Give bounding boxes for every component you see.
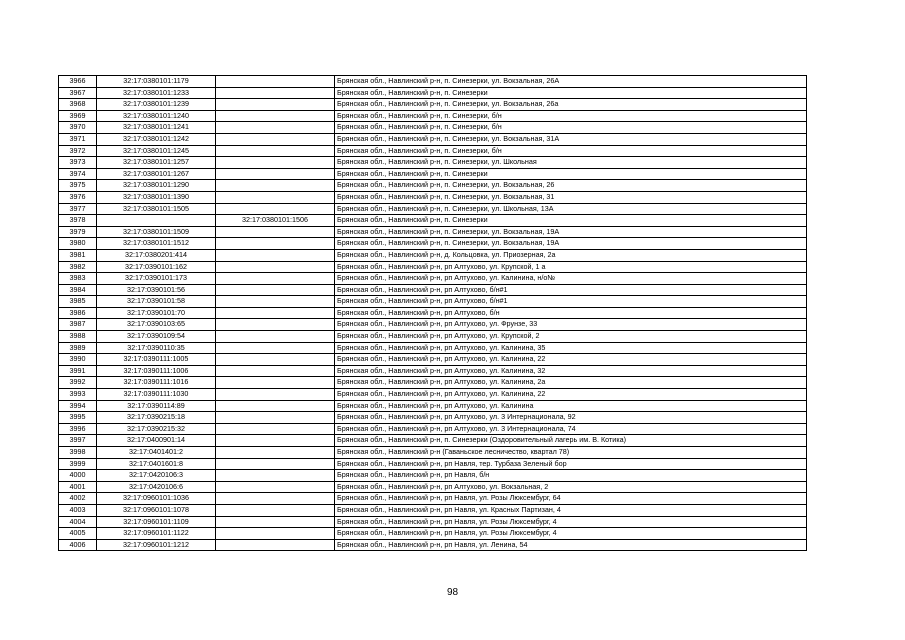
table-row <box>59 342 807 354</box>
row-number-cell: 3971 <box>59 133 97 145</box>
table-row <box>59 191 807 203</box>
row-number-cell: 3968 <box>59 99 97 111</box>
row-number-cell: 3975 <box>59 180 97 192</box>
cadastral-number-cell: 32:17:0380101:1242 <box>97 133 216 145</box>
cadastral-number-cell <box>97 215 216 227</box>
address-cell: Брянская обл., Навлинский р-н, п. Синезерки, ул. Школьная <box>335 157 807 169</box>
cadastral-number-cell: 32:17:0960101:1036 <box>97 493 216 505</box>
table-row <box>59 157 807 169</box>
cadastral-number-alt-cell <box>216 400 335 412</box>
table-row <box>59 122 807 134</box>
cadastral-number-alt-cell <box>216 191 335 203</box>
address-cell: Брянская обл., Навлинский р-н, рп Алтухово, б/н <box>335 307 807 319</box>
table-row <box>59 110 807 122</box>
cadastral-number-alt-cell <box>216 481 335 493</box>
table-row <box>59 504 807 516</box>
address-cell: Брянская обл., Навлинский р-н, рп Навля, тер. Турбаза Зеленый бор <box>335 458 807 470</box>
table-row <box>59 99 807 111</box>
address-cell: Брянская обл., Навлинский р-н, д. Кольцовка, ул. Приозерная, 2а <box>335 249 807 261</box>
address-cell: Брянская обл., Навлинский р-н, п. Синезерки <box>335 215 807 227</box>
cadastral-number-cell: 32:17:0401601:8 <box>97 458 216 470</box>
cadastral-number-alt-cell <box>216 423 335 435</box>
cadastral-number-cell: 32:17:0380101:1509 <box>97 226 216 238</box>
cadastral-number-alt-cell <box>216 296 335 308</box>
cadastral-number-cell: 32:17:0380101:1267 <box>97 168 216 180</box>
cadastral-number-alt-cell <box>216 389 335 401</box>
cadastral-number-cell: 32:17:0380101:1239 <box>97 99 216 111</box>
table-row <box>59 400 807 412</box>
cadastral-number-alt-cell: 32:17:0380101:1506 <box>216 215 335 227</box>
cadastral-number-cell: 32:17:0390101:70 <box>97 307 216 319</box>
table-row <box>59 203 807 215</box>
table-row <box>59 389 807 401</box>
address-cell: Брянская обл., Навлинский р-н, рп Алтухово, ул. 3 Интернационала, 92 <box>335 412 807 424</box>
cadastral-number-alt-cell <box>216 307 335 319</box>
cadastral-number-cell: 32:17:0380101:1290 <box>97 180 216 192</box>
cadastral-number-cell: 32:17:0960101:1212 <box>97 539 216 551</box>
cadastral-number-cell: 32:17:0380101:1245 <box>97 145 216 157</box>
cadastral-number-cell: 32:17:0390111:1030 <box>97 389 216 401</box>
address-cell: Брянская обл., Навлинский р-н, рп Навля, ул. Розы Люксембург, 4 <box>335 516 807 528</box>
cadastral-number-cell: 32:17:0390101:56 <box>97 284 216 296</box>
table-row <box>59 238 807 250</box>
address-cell: Брянская обл., Навлинский р-н, рп Навля, ул. Розы Люксембург, 4 <box>335 528 807 540</box>
table-row <box>59 249 807 261</box>
address-cell: Брянская обл., Навлинский р-н, рп Алтухово, ул. Вокзальная, 2 <box>335 481 807 493</box>
table-row <box>59 284 807 296</box>
cadastral-number-alt-cell <box>216 447 335 459</box>
row-number-cell: 3987 <box>59 319 97 331</box>
table-row <box>59 377 807 389</box>
cadastral-number-alt-cell <box>216 99 335 111</box>
row-number-cell: 4002 <box>59 493 97 505</box>
table-row <box>59 180 807 192</box>
cadastral-number-cell: 32:17:0390109:54 <box>97 331 216 343</box>
row-number-cell: 3972 <box>59 145 97 157</box>
row-number-cell: 4006 <box>59 539 97 551</box>
cadastral-number-cell: 32:17:0390101:173 <box>97 273 216 285</box>
cadastral-number-cell: 32:17:0390111:1006 <box>97 365 216 377</box>
row-number-cell: 4005 <box>59 528 97 540</box>
table-row <box>59 458 807 470</box>
cadastral-number-cell: 32:17:0380101:1505 <box>97 203 216 215</box>
cadastral-number-alt-cell <box>216 238 335 250</box>
row-number-cell: 3994 <box>59 400 97 412</box>
cadastral-number-cell: 32:17:0420106:3 <box>97 470 216 482</box>
cadastral-number-alt-cell <box>216 504 335 516</box>
cadastral-number-alt-cell <box>216 284 335 296</box>
table-row <box>59 215 807 227</box>
row-number-cell: 4000 <box>59 470 97 482</box>
table-row <box>59 261 807 273</box>
registry-table-body <box>59 76 807 551</box>
cadastral-number-cell: 32:17:0390110:35 <box>97 342 216 354</box>
address-cell: Брянская обл., Навлинский р-н, рп Алтухово, ул. Крупской, 1 а <box>335 261 807 273</box>
address-cell: Брянская обл., Навлинский р-н, рп Навля, ул. Красных Партизан, 4 <box>335 504 807 516</box>
row-number-cell: 3990 <box>59 354 97 366</box>
cadastral-number-alt-cell <box>216 157 335 169</box>
row-number-cell: 3982 <box>59 261 97 273</box>
address-cell: Брянская обл., Навлинский р-н, рп Алтухово, ул. 3 Интернационала, 74 <box>335 423 807 435</box>
table-row <box>59 87 807 99</box>
row-number-cell: 3978 <box>59 215 97 227</box>
cadastral-number-cell: 32:17:0960101:1122 <box>97 528 216 540</box>
cadastral-number-cell: 32:17:0401401:2 <box>97 447 216 459</box>
cadastral-number-alt-cell <box>216 261 335 273</box>
cadastral-number-alt-cell <box>216 168 335 180</box>
address-cell: Брянская обл., Навлинский р-н, п. Синезерки, ул. Вокзальная, 26 <box>335 180 807 192</box>
address-cell: Брянская обл., Навлинский р-н, рп Навля, б/н <box>335 470 807 482</box>
cadastral-number-cell: 32:17:0380101:1512 <box>97 238 216 250</box>
cadastral-number-alt-cell <box>216 377 335 389</box>
address-cell: Брянская обл., Навлинский р-н, п. Синезерки, ул. Вокзальная, 31А <box>335 133 807 145</box>
row-number-cell: 3970 <box>59 122 97 134</box>
table-row <box>59 354 807 366</box>
row-number-cell: 3986 <box>59 307 97 319</box>
row-number-cell: 3973 <box>59 157 97 169</box>
cadastral-number-cell: 32:17:0380101:1240 <box>97 110 216 122</box>
page-number: 98 <box>446 587 459 598</box>
row-number-cell: 3997 <box>59 435 97 447</box>
table-row <box>59 470 807 482</box>
cadastral-number-alt-cell <box>216 249 335 261</box>
cadastral-number-alt-cell <box>216 470 335 482</box>
table-row <box>59 331 807 343</box>
cadastral-number-alt-cell <box>216 133 335 145</box>
cadastral-number-alt-cell <box>216 87 335 99</box>
address-cell: Брянская обл., Навлинский р-н, рп Алтухово, б/н#1 <box>335 296 807 308</box>
address-cell: Брянская обл., Навлинский р-н, п. Синезерки, ул. Вокзальная, 19А <box>335 226 807 238</box>
table-row <box>59 296 807 308</box>
cadastral-number-alt-cell <box>216 365 335 377</box>
address-cell: Брянская обл., Навлинский р-н, п. Синезерки <box>335 168 807 180</box>
address-cell: Брянская обл., Навлинский р-н (Гаваньское лесничество, квартал 78) <box>335 447 807 459</box>
address-cell: Брянская обл., Навлинский р-н, рп Алтухово, ул. Крупской, 2 <box>335 331 807 343</box>
address-cell: Брянская обл., Навлинский р-н, рп Алтухово, ул. Калинина, н/о№ <box>335 273 807 285</box>
cadastral-number-alt-cell <box>216 273 335 285</box>
address-cell: Брянская обл., Навлинский р-н, п. Синезерки, б/н <box>335 145 807 157</box>
address-cell: Брянская обл., Навлинский р-н, п. Синезерки <box>335 87 807 99</box>
cadastral-number-cell: 32:17:0960101:1109 <box>97 516 216 528</box>
table-row <box>59 365 807 377</box>
land-registry-table <box>58 75 807 551</box>
row-number-cell: 3989 <box>59 342 97 354</box>
row-number-cell: 3998 <box>59 447 97 459</box>
row-number-cell: 3983 <box>59 273 97 285</box>
cadastral-number-cell: 32:17:0390111:1016 <box>97 377 216 389</box>
address-cell: Брянская обл., Навлинский р-н, п. Синезерки, ул. Вокзальная, 31 <box>335 191 807 203</box>
table-row <box>59 447 807 459</box>
table-row <box>59 539 807 551</box>
table-row <box>59 273 807 285</box>
address-cell: Брянская обл., Навлинский р-н, рп Алтухово, ул. Калинина, 22 <box>335 354 807 366</box>
cadastral-number-cell: 32:17:0390101:58 <box>97 296 216 308</box>
cadastral-number-alt-cell <box>216 435 335 447</box>
row-number-cell: 3969 <box>59 110 97 122</box>
row-number-cell: 3992 <box>59 377 97 389</box>
cadastral-number-cell: 32:17:0420106:6 <box>97 481 216 493</box>
cadastral-number-alt-cell <box>216 354 335 366</box>
cadastral-number-alt-cell <box>216 539 335 551</box>
address-cell: Брянская обл., Навлинский р-н, п. Синезерки, ул. Школьная, 13А <box>335 203 807 215</box>
cadastral-number-cell: 32:17:0390103:65 <box>97 319 216 331</box>
address-cell: Брянская обл., Навлинский р-н, п. Синезерки, ул. Вокзальная, 19А <box>335 238 807 250</box>
address-cell: Брянская обл., Навлинский р-н, п. Синезерки, ул. Вокзальная, 26А <box>335 76 807 88</box>
row-number-cell: 3979 <box>59 226 97 238</box>
row-number-cell: 3993 <box>59 389 97 401</box>
cadastral-number-alt-cell <box>216 122 335 134</box>
table-row <box>59 307 807 319</box>
address-cell: Брянская обл., Навлинский р-н, рп Навля, ул. Ленина, 54 <box>335 539 807 551</box>
address-cell: Брянская обл., Навлинский р-н, п. Синезерки, б/н <box>335 122 807 134</box>
table-row <box>59 145 807 157</box>
row-number-cell: 3974 <box>59 168 97 180</box>
cadastral-number-cell: 32:17:0380201:414 <box>97 249 216 261</box>
row-number-cell: 3985 <box>59 296 97 308</box>
table-row <box>59 528 807 540</box>
address-cell: Брянская обл., Навлинский р-н, рп Алтухово, ул. Калинина <box>335 400 807 412</box>
row-number-cell: 3996 <box>59 423 97 435</box>
address-cell: Брянская обл., Навлинский р-н, п. Синезерки, б/н <box>335 110 807 122</box>
table-row <box>59 319 807 331</box>
row-number-cell: 3988 <box>59 331 97 343</box>
cadastral-number-alt-cell <box>216 458 335 470</box>
row-number-cell: 4004 <box>59 516 97 528</box>
row-number-cell: 3984 <box>59 284 97 296</box>
address-cell: Брянская обл., Навлинский р-н, рп Алтухово, б/н#1 <box>335 284 807 296</box>
cadastral-number-cell: 32:17:0390215:32 <box>97 423 216 435</box>
cadastral-number-cell: 32:17:0390101:162 <box>97 261 216 273</box>
cadastral-number-alt-cell <box>216 412 335 424</box>
cadastral-number-alt-cell <box>216 226 335 238</box>
cadastral-number-alt-cell <box>216 331 335 343</box>
table-row <box>59 226 807 238</box>
row-number-cell: 3981 <box>59 249 97 261</box>
cadastral-number-alt-cell <box>216 493 335 505</box>
row-number-cell: 4003 <box>59 504 97 516</box>
row-number-cell: 3967 <box>59 87 97 99</box>
cadastral-number-alt-cell <box>216 528 335 540</box>
address-cell: Брянская обл., Навлинский р-н, рп Алтухово, ул. Фрунзе, 33 <box>335 319 807 331</box>
cadastral-number-alt-cell <box>216 76 335 88</box>
row-number-cell: 3995 <box>59 412 97 424</box>
row-number-cell: 3999 <box>59 458 97 470</box>
table-row <box>59 516 807 528</box>
cadastral-number-cell: 32:17:0390111:1005 <box>97 354 216 366</box>
row-number-cell: 3977 <box>59 203 97 215</box>
cadastral-number-cell: 32:17:0400901:14 <box>97 435 216 447</box>
address-cell: Брянская обл., Навлинский р-н, рп Алтухово, ул. Калинина, 35 <box>335 342 807 354</box>
cadastral-number-alt-cell <box>216 110 335 122</box>
table-row <box>59 76 807 88</box>
address-cell: Брянская обл., Навлинский р-н, п. Синезерки (Оздоровительный лагерь им. В. Котика) <box>335 435 807 447</box>
table-row <box>59 423 807 435</box>
address-cell: Брянская обл., Навлинский р-н, п. Синезерки, ул. Вокзальная, 26а <box>335 99 807 111</box>
table-row <box>59 435 807 447</box>
address-cell: Брянская обл., Навлинский р-н, рп Алтухово, ул. Калинина, 2а <box>335 377 807 389</box>
cadastral-number-cell: 32:17:0960101:1078 <box>97 504 216 516</box>
table-row <box>59 168 807 180</box>
cadastral-number-alt-cell <box>216 180 335 192</box>
table-row <box>59 493 807 505</box>
row-number-cell: 3966 <box>59 76 97 88</box>
cadastral-number-cell: 32:17:0380101:1179 <box>97 76 216 88</box>
cadastral-number-cell: 32:17:0390215:18 <box>97 412 216 424</box>
cadastral-number-alt-cell <box>216 319 335 331</box>
cadastral-number-alt-cell <box>216 342 335 354</box>
table-row <box>59 133 807 145</box>
address-cell: Брянская обл., Навлинский р-н, рп Алтухово, ул. Калинина, 32 <box>335 365 807 377</box>
cadastral-number-cell: 32:17:0380101:1257 <box>97 157 216 169</box>
table-row <box>59 412 807 424</box>
cadastral-number-cell: 32:17:0380101:1233 <box>97 87 216 99</box>
cadastral-number-alt-cell <box>216 516 335 528</box>
row-number-cell: 3991 <box>59 365 97 377</box>
address-cell: Брянская обл., Навлинский р-н, рп Алтухово, ул. Калинина, 22 <box>335 389 807 401</box>
row-number-cell: 4001 <box>59 481 97 493</box>
cadastral-number-cell: 32:17:0380101:1390 <box>97 191 216 203</box>
row-number-cell: 3976 <box>59 191 97 203</box>
cadastral-number-cell: 32:17:0390114:89 <box>97 400 216 412</box>
address-cell: Брянская обл., Навлинский р-н, рп Навля, ул. Розы Люксембург, 64 <box>335 493 807 505</box>
table-row <box>59 481 807 493</box>
row-number-cell: 3980 <box>59 238 97 250</box>
cadastral-number-cell: 32:17:0380101:1241 <box>97 122 216 134</box>
cadastral-number-alt-cell <box>216 203 335 215</box>
cadastral-number-alt-cell <box>216 145 335 157</box>
